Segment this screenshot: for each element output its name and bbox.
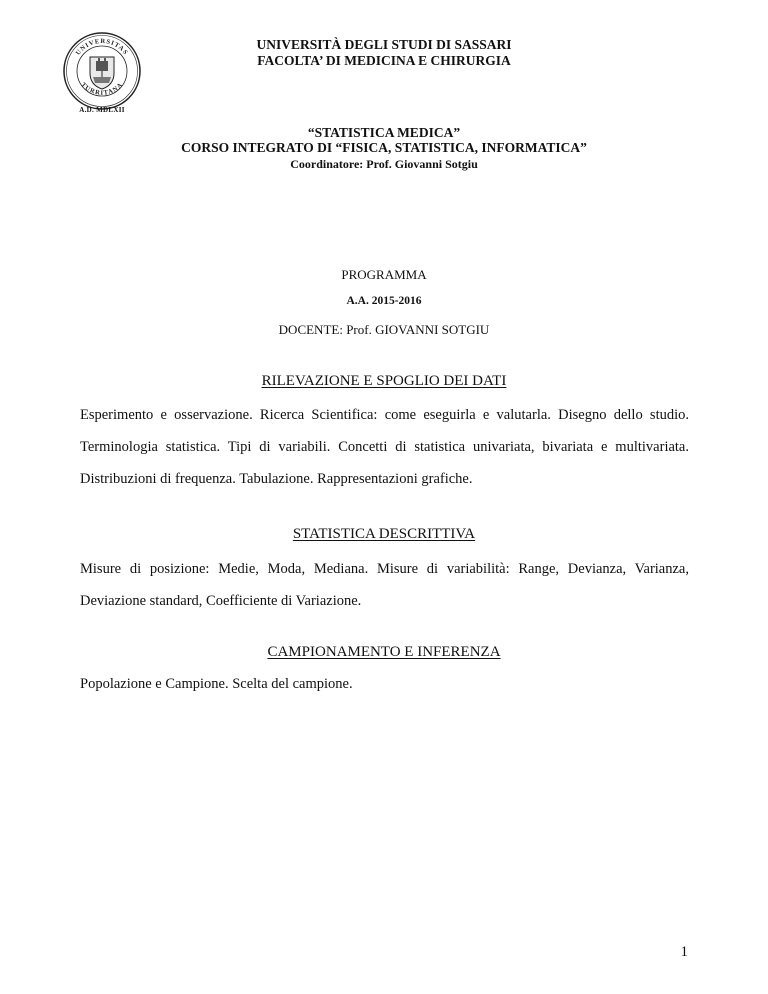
body-line: Deviazione standard, Coefficiente di Variazione. [80,593,362,609]
section-title-sampling-inference: CAMPIONAMENTO E INFERENZA [267,644,501,660]
teacher-line: DOCENTE: Prof. GIOVANNI SOTGIU [278,322,490,337]
section-body-descriptive-statistics [80,553,689,617]
body-line: Esperimento e osservazione. Ricerca Scientifica: come eseguirla e valutarla. Disegno dello studio. [80,407,689,423]
academic-year: A.A. 2015-2016 [346,295,422,307]
section-title-data-collection: RILEVAZIONE E SPOGLIO DEI DATI [261,373,507,389]
section-title-descriptive-statistics: STATISTICA DESCRITTIVA [292,526,476,542]
program-label: PROGRAMMA [341,267,427,282]
page-number: 1 [680,944,688,960]
body-line: Misure di posizione: Medie, Moda, Mediana. Misure di variabilità: Range, Devianza, Varianza, [80,561,689,577]
seal-caption: A.D. MDLXII [79,106,125,114]
section-body-data-collection [80,399,689,495]
course-title: “STATISTICA MEDICA” [307,125,461,140]
university-name: UNIVERSITÀ DEGLI STUDI DI SASSARI [256,37,512,52]
section-body-sampling-inference [80,668,689,700]
faculty-name: FACOLTA’ DI MEDICINA E CHIRURGIA [257,53,511,68]
seal-text-top: UNIVERSITAS [74,37,130,57]
body-line: Terminologia statistica. Tipi di variabili. Concetti di statistica univariata, bivariata e multivariata. [80,439,689,455]
seal-text-bottom: TURRITANA [79,81,125,97]
body-line: Popolazione e Campione. Scelta del campione. [80,676,353,692]
integrated-course-title: CORSO INTEGRATO DI “FISICA, STATISTICA, INFORMATICA” [181,140,587,155]
body-line: Distribuzioni di frequenza. Tabulazione. Rappresentazioni grafiche. [80,471,473,487]
course-coordinator: Coordinatore: Prof. Giovanni Sotgiu [290,157,478,171]
